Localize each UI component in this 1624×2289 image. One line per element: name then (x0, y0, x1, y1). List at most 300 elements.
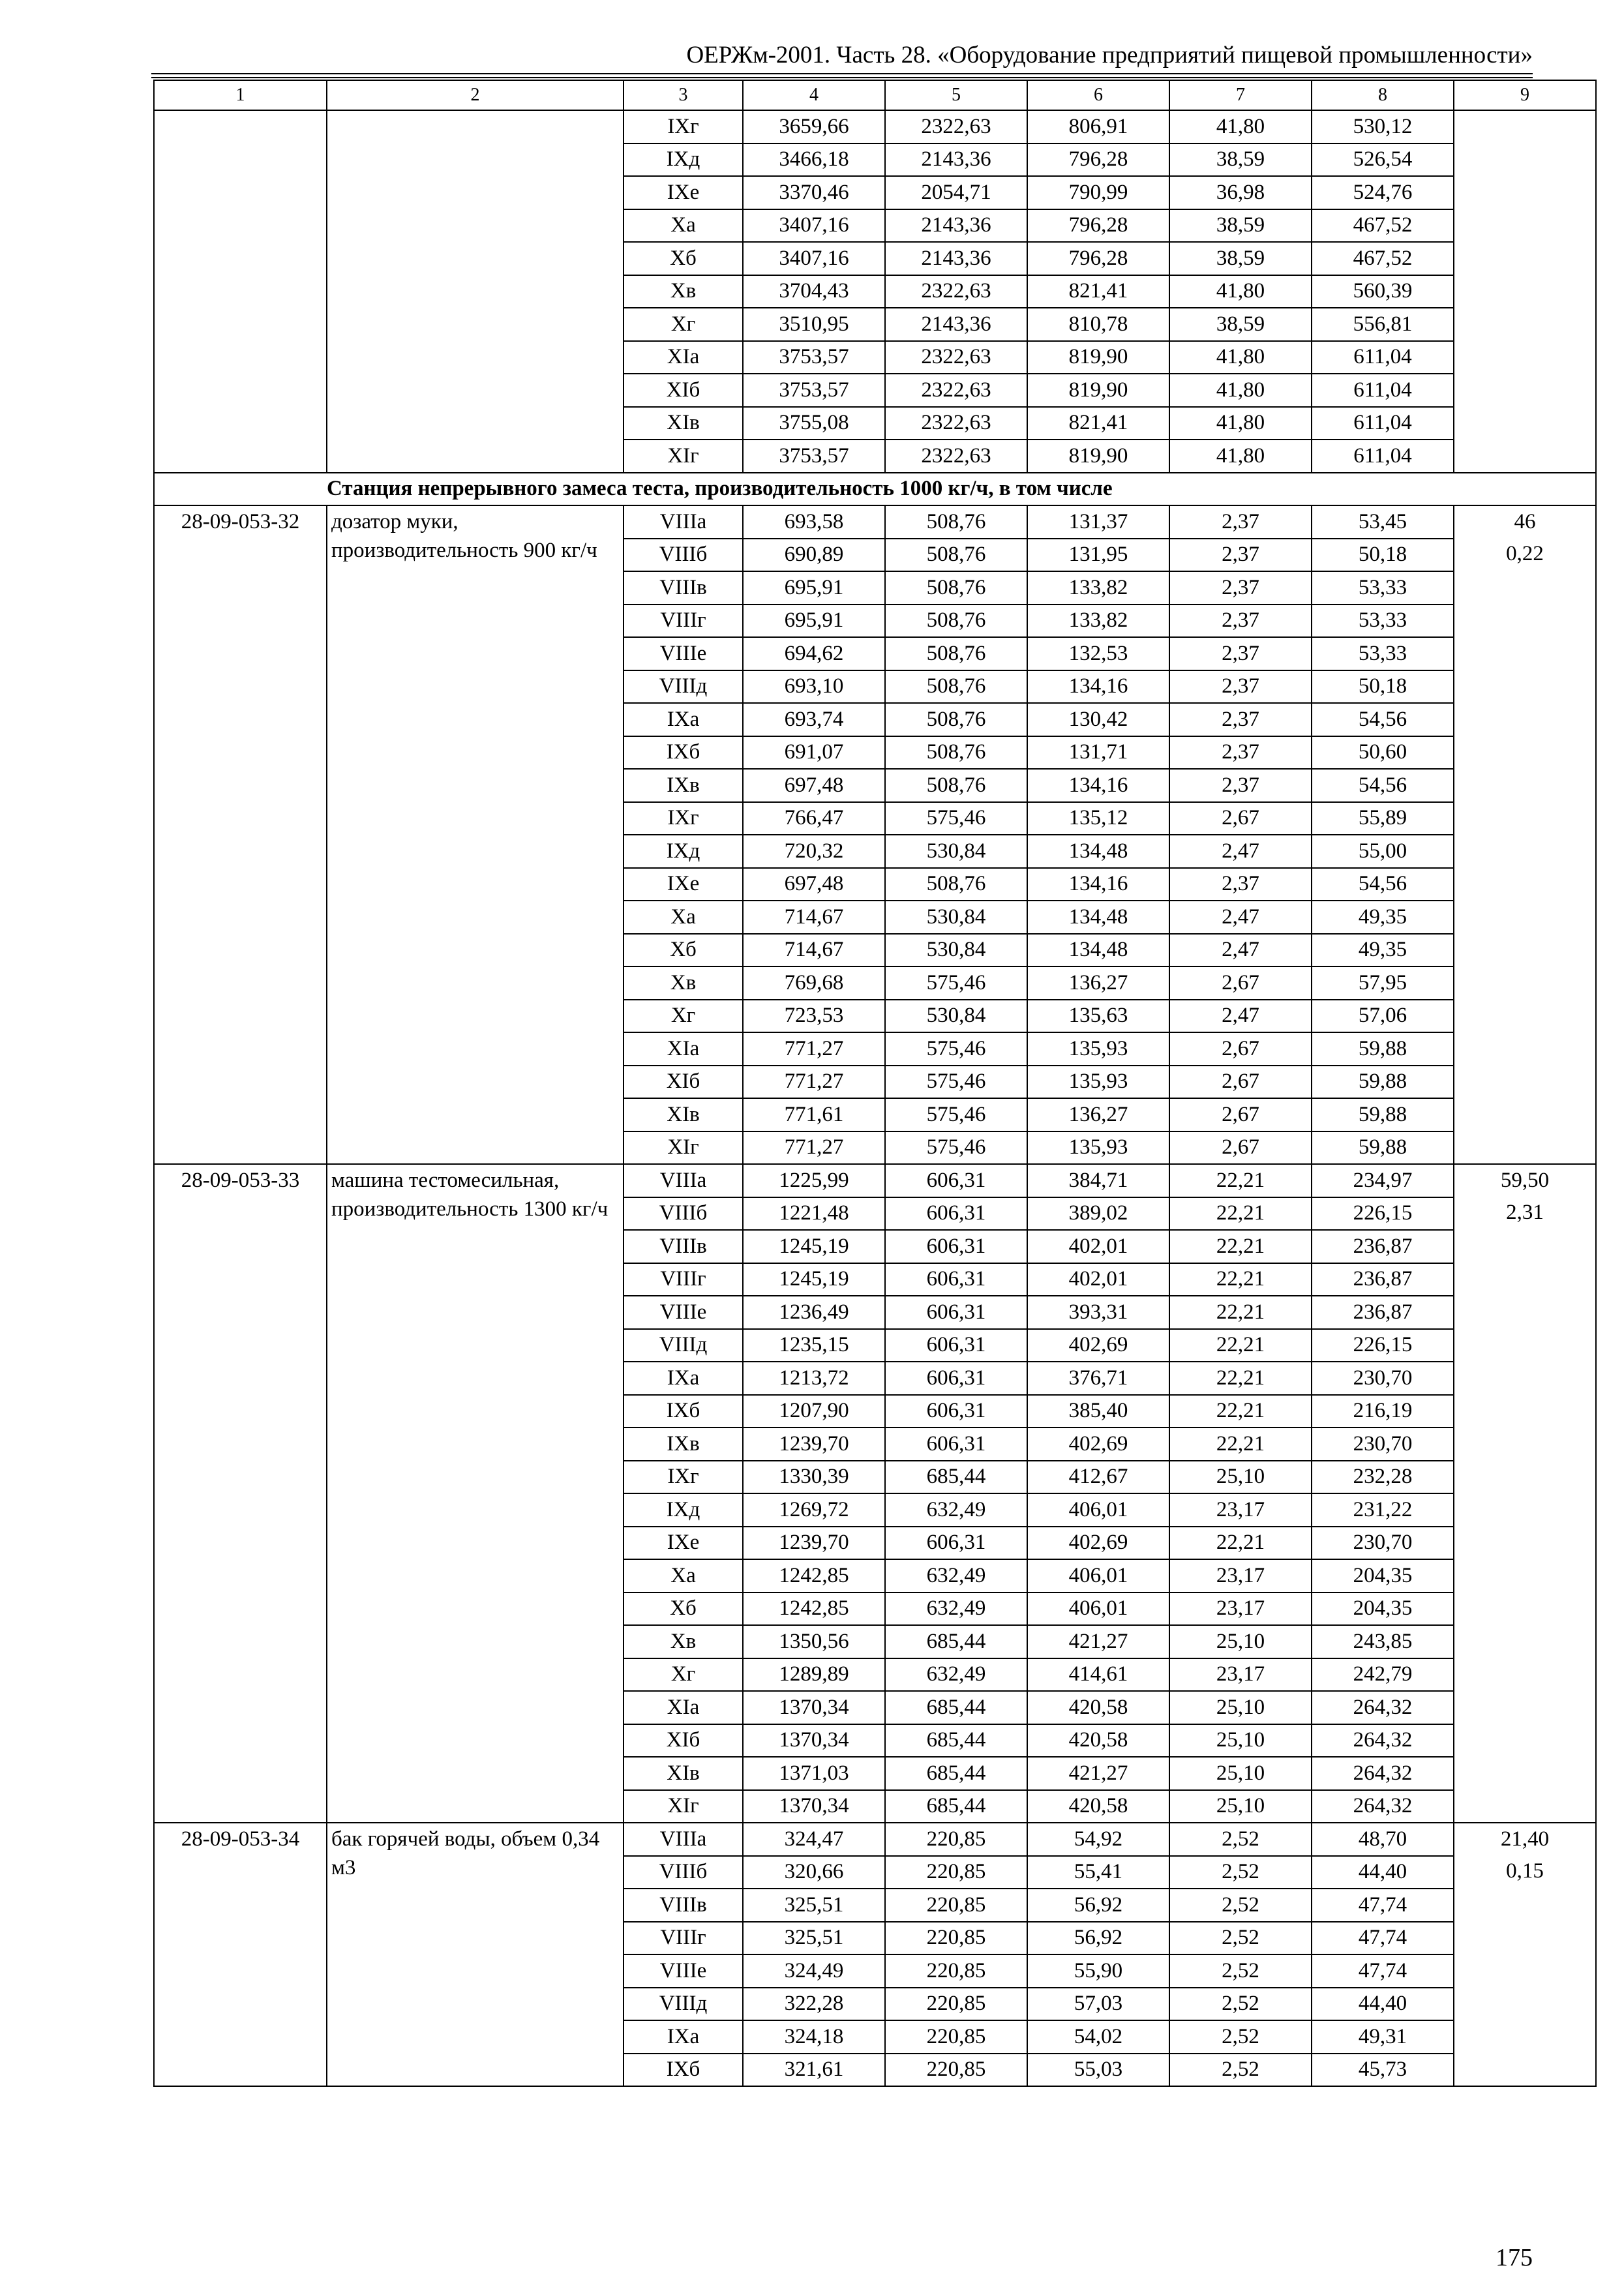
col9-cell (1454, 1164, 1596, 1823)
col5-cell: 530,84 (885, 835, 1027, 868)
column-number: 1 (154, 80, 327, 110)
col8-cell: 242,79 (1312, 1658, 1454, 1692)
col5-cell: 685,44 (885, 1757, 1027, 1790)
col4-cell: 324,18 (743, 2020, 885, 2054)
col8-cell: 204,35 (1312, 1593, 1454, 1626)
col8-cell: 48,70 (1312, 1823, 1454, 1856)
item-name: дозатор муки, производительность 900 кг/ч (327, 505, 624, 1164)
zone-cell: XIг (624, 1131, 743, 1165)
col7-cell: 2,37 (1169, 605, 1312, 638)
col9-cell (1454, 1823, 1596, 2086)
col7-cell: 2,47 (1169, 1000, 1312, 1033)
col6-cell: 393,31 (1027, 1296, 1169, 1329)
col7-cell: 38,59 (1169, 209, 1312, 243)
zone-cell: IXе (624, 176, 743, 209)
col6-cell: 133,82 (1027, 571, 1169, 605)
col4-cell: 766,47 (743, 802, 885, 835)
col6-cell: 131,95 (1027, 539, 1169, 572)
col5-cell: 575,46 (885, 966, 1027, 1000)
col6-cell: 406,01 (1027, 1593, 1169, 1626)
col4-cell: 1330,39 (743, 1461, 885, 1494)
col5-cell: 632,49 (885, 1559, 1027, 1593)
col7-cell: 2,67 (1169, 966, 1312, 1000)
page-number: 175 (1496, 2244, 1533, 2271)
col8-cell: 53,33 (1312, 637, 1454, 670)
zone-cell: Xб (624, 242, 743, 275)
col7-cell: 2,52 (1169, 2020, 1312, 2054)
col5-cell: 2322,63 (885, 440, 1027, 473)
col8-cell: 49,35 (1312, 934, 1454, 967)
table-row (154, 505, 1596, 539)
column-number: 9 (1454, 80, 1596, 110)
col5-cell: 2322,63 (885, 374, 1027, 407)
col7-cell: 38,59 (1169, 242, 1312, 275)
col4-cell: 324,47 (743, 1823, 885, 1856)
col8-cell: 55,89 (1312, 802, 1454, 835)
zone-cell: Xг (624, 308, 743, 341)
col7-cell: 41,80 (1169, 275, 1312, 308)
col7-cell: 22,21 (1169, 1164, 1312, 1197)
col6-cell: 132,53 (1027, 637, 1169, 670)
name-cell (327, 110, 624, 473)
col8-cell: 54,56 (1312, 769, 1454, 802)
zone-cell: Xа (624, 1559, 743, 1593)
col6-cell: 414,61 (1027, 1658, 1169, 1692)
col5-cell: 606,31 (885, 1527, 1027, 1560)
col4-cell: 714,67 (743, 934, 885, 967)
col7-cell: 2,52 (1169, 1954, 1312, 1988)
col9-value: 21,40 (1500, 1827, 1550, 1851)
col4-cell: 3755,08 (743, 407, 885, 440)
zone-cell: XIв (624, 1098, 743, 1131)
col8-cell: 44,40 (1312, 1856, 1454, 1889)
col4-cell: 1245,19 (743, 1263, 885, 1296)
col5-cell: 508,76 (885, 605, 1027, 638)
col9-value: 0,15 (1506, 1859, 1544, 1883)
col4-cell: 3659,66 (743, 110, 885, 143)
column-number: 3 (624, 80, 743, 110)
zone-cell: IXб (624, 1395, 743, 1428)
col8-cell: 243,85 (1312, 1625, 1454, 1658)
col5-cell: 2143,36 (885, 209, 1027, 243)
section-title: Станция непрерывного замеса теста, производительность 1000 кг/ч, в том числе (154, 473, 1596, 506)
col7-cell: 25,10 (1169, 1724, 1312, 1758)
zone-cell: IXд (624, 143, 743, 177)
col4-cell: 3370,46 (743, 176, 885, 209)
col4-cell: 320,66 (743, 1856, 885, 1889)
zone-cell: VIIIд (624, 1988, 743, 2021)
col4-cell: 1245,19 (743, 1230, 885, 1263)
col7-cell: 22,21 (1169, 1329, 1312, 1362)
col8-cell: 59,88 (1312, 1066, 1454, 1099)
col7-cell: 25,10 (1169, 1790, 1312, 1823)
col5-cell: 2322,63 (885, 110, 1027, 143)
col8-cell: 54,56 (1312, 868, 1454, 901)
col8-cell: 59,88 (1312, 1098, 1454, 1131)
col5-cell: 575,46 (885, 802, 1027, 835)
col8-cell: 50,18 (1312, 539, 1454, 572)
col5-cell: 606,31 (885, 1296, 1027, 1329)
col4-cell: 321,61 (743, 2054, 885, 2087)
col5-cell: 508,76 (885, 769, 1027, 802)
col5-cell: 606,31 (885, 1164, 1027, 1197)
col8-cell: 50,18 (1312, 670, 1454, 704)
col8-cell: 57,06 (1312, 1000, 1454, 1033)
col4-cell: 1213,72 (743, 1362, 885, 1395)
col6-cell: 412,67 (1027, 1461, 1169, 1494)
col8-cell: 264,32 (1312, 1724, 1454, 1758)
col8-cell: 234,97 (1312, 1164, 1454, 1197)
col5-cell: 508,76 (885, 703, 1027, 736)
item-code: 28-09-053-32 (154, 505, 327, 1164)
col4-cell: 690,89 (743, 539, 885, 572)
zone-cell: XIг (624, 1790, 743, 1823)
col4-cell: 325,51 (743, 1889, 885, 1922)
col6-cell: 806,91 (1027, 110, 1169, 143)
column-number: 2 (327, 80, 624, 110)
zone-cell: IXа (624, 2020, 743, 2054)
zone-cell: Xа (624, 901, 743, 934)
col6-cell: 55,90 (1027, 1954, 1169, 1988)
zone-cell: Xб (624, 934, 743, 967)
col6-cell: 821,41 (1027, 407, 1169, 440)
col4-cell: 695,91 (743, 571, 885, 605)
col4-cell: 3407,16 (743, 242, 885, 275)
col4-cell: 3753,57 (743, 440, 885, 473)
zone-cell: VIIIв (624, 1889, 743, 1922)
col7-cell: 22,21 (1169, 1197, 1312, 1231)
col5-cell: 2143,36 (885, 242, 1027, 275)
col6-cell: 56,92 (1027, 1922, 1169, 1955)
col7-cell: 2,67 (1169, 1032, 1312, 1066)
col6-cell: 796,28 (1027, 209, 1169, 243)
zone-cell: XIб (624, 1066, 743, 1099)
col8-cell: 230,70 (1312, 1527, 1454, 1560)
zone-cell: XIв (624, 407, 743, 440)
zone-cell: Xв (624, 966, 743, 1000)
col7-cell: 36,98 (1169, 176, 1312, 209)
col4-cell: 325,51 (743, 1922, 885, 1955)
col9-value: 2,31 (1506, 1200, 1544, 1224)
zone-cell: IXб (624, 2054, 743, 2087)
col6-cell: 420,58 (1027, 1724, 1169, 1758)
col6-cell: 131,37 (1027, 505, 1169, 539)
col8-cell: 53,33 (1312, 571, 1454, 605)
col4-cell: 691,07 (743, 736, 885, 770)
col4-cell: 723,53 (743, 1000, 885, 1033)
code-cell (154, 110, 327, 473)
zone-cell: VIIIг (624, 1922, 743, 1955)
col5-cell: 575,46 (885, 1098, 1027, 1131)
col7-cell: 2,52 (1169, 1889, 1312, 1922)
col5-cell: 2322,63 (885, 275, 1027, 308)
zone-cell: VIIIе (624, 637, 743, 670)
col4-cell: 769,68 (743, 966, 885, 1000)
zone-cell: Xв (624, 275, 743, 308)
col7-cell: 23,17 (1169, 1658, 1312, 1692)
zone-cell: XIв (624, 1757, 743, 1790)
zone-cell: XIг (624, 440, 743, 473)
col5-cell: 508,76 (885, 670, 1027, 704)
col8-cell: 530,12 (1312, 110, 1454, 143)
zone-cell: Xг (624, 1658, 743, 1692)
col8-cell: 611,04 (1312, 374, 1454, 407)
col8-cell: 524,76 (1312, 176, 1454, 209)
section-row (154, 473, 1596, 506)
col5-cell: 606,31 (885, 1263, 1027, 1296)
col6-cell: 134,48 (1027, 934, 1169, 967)
col7-cell: 38,59 (1169, 308, 1312, 341)
col8-cell: 53,33 (1312, 605, 1454, 638)
col8-cell: 44,40 (1312, 1988, 1454, 2021)
col6-cell: 54,02 (1027, 2020, 1169, 2054)
col6-cell: 130,42 (1027, 703, 1169, 736)
col7-cell: 2,37 (1169, 670, 1312, 704)
col8-cell: 47,74 (1312, 1922, 1454, 1955)
zone-cell: IXг (624, 802, 743, 835)
col6-cell: 402,69 (1027, 1527, 1169, 1560)
col4-cell: 1370,34 (743, 1724, 885, 1758)
zone-cell: IXд (624, 835, 743, 868)
item-code: 28-09-053-33 (154, 1164, 327, 1823)
col6-cell: 135,63 (1027, 1000, 1169, 1033)
col5-cell: 220,85 (885, 1889, 1027, 1922)
col4-cell: 695,91 (743, 605, 885, 638)
column-number: 5 (885, 80, 1027, 110)
zone-cell: VIIIв (624, 1230, 743, 1263)
col7-cell: 2,52 (1169, 1823, 1312, 1856)
col4-cell: 1207,90 (743, 1395, 885, 1428)
col8-cell: 54,56 (1312, 703, 1454, 736)
col4-cell: 697,48 (743, 769, 885, 802)
col8-cell: 204,35 (1312, 1559, 1454, 1593)
zone-cell: VIIIв (624, 571, 743, 605)
zone-cell: IXа (624, 703, 743, 736)
col6-cell: 135,12 (1027, 802, 1169, 835)
zone-cell: VIIIд (624, 1329, 743, 1362)
col9-value: 46 (1514, 510, 1536, 533)
item-code: 28-09-053-34 (154, 1823, 327, 2086)
col7-cell: 2,67 (1169, 1098, 1312, 1131)
zone-cell: IXе (624, 1527, 743, 1560)
col7-cell: 23,17 (1169, 1559, 1312, 1593)
col5-cell: 685,44 (885, 1691, 1027, 1724)
item-name: машина тестомесильная, производительность 1300 кг/ч (327, 1164, 624, 1823)
col8-cell: 59,88 (1312, 1131, 1454, 1165)
zone-cell: IXг (624, 1461, 743, 1494)
col6-cell: 131,71 (1027, 736, 1169, 770)
col6-cell: 136,27 (1027, 966, 1169, 1000)
zone-cell: VIIIе (624, 1954, 743, 1988)
col5-cell: 606,31 (885, 1428, 1027, 1461)
col5-cell: 2322,63 (885, 341, 1027, 374)
col9-value: 0,22 (1506, 541, 1544, 565)
col6-cell: 135,93 (1027, 1131, 1169, 1165)
col5-cell: 530,84 (885, 901, 1027, 934)
col8-cell: 467,52 (1312, 209, 1454, 243)
zone-cell: IXб (624, 736, 743, 770)
col4-cell: 697,48 (743, 868, 885, 901)
zone-cell: VIIIг (624, 605, 743, 638)
col8-cell: 230,70 (1312, 1362, 1454, 1395)
col8-cell: 50,60 (1312, 736, 1454, 770)
col7-cell: 41,80 (1169, 374, 1312, 407)
col5-cell: 2143,36 (885, 308, 1027, 341)
col7-cell: 41,80 (1169, 341, 1312, 374)
col8-cell: 226,15 (1312, 1329, 1454, 1362)
col4-cell: 3510,95 (743, 308, 885, 341)
col7-cell: 2,67 (1169, 802, 1312, 835)
col5-cell: 508,76 (885, 868, 1027, 901)
col4-cell: 693,58 (743, 505, 885, 539)
col7-cell: 25,10 (1169, 1625, 1312, 1658)
col7-cell: 41,80 (1169, 110, 1312, 143)
col5-cell: 685,44 (885, 1790, 1027, 1823)
col5-cell: 220,85 (885, 2020, 1027, 2054)
col4-cell: 714,67 (743, 901, 885, 934)
col5-cell: 220,85 (885, 2054, 1027, 2087)
zone-cell: VIIIб (624, 1856, 743, 1889)
col8-cell: 611,04 (1312, 440, 1454, 473)
col7-cell: 2,47 (1169, 901, 1312, 934)
col7-cell: 2,37 (1169, 868, 1312, 901)
col8-cell: 236,87 (1312, 1296, 1454, 1329)
col6-cell: 421,27 (1027, 1625, 1169, 1658)
table-row (154, 1823, 1596, 1856)
col6-cell: 402,69 (1027, 1329, 1169, 1362)
col6-cell: 420,58 (1027, 1790, 1169, 1823)
col5-cell: 575,46 (885, 1032, 1027, 1066)
col4-cell: 1289,89 (743, 1658, 885, 1692)
col5-cell: 632,49 (885, 1593, 1027, 1626)
col4-cell: 1235,15 (743, 1329, 885, 1362)
col8-cell: 236,87 (1312, 1263, 1454, 1296)
col6-cell: 134,48 (1027, 835, 1169, 868)
zone-cell: Xг (624, 1000, 743, 1033)
col5-cell: 685,44 (885, 1724, 1027, 1758)
col4-cell: 3753,57 (743, 374, 885, 407)
zone-cell: XIа (624, 341, 743, 374)
col6-cell: 54,92 (1027, 1823, 1169, 1856)
col5-cell: 508,76 (885, 571, 1027, 605)
col7-cell: 23,17 (1169, 1493, 1312, 1527)
col7-cell: 2,67 (1169, 1066, 1312, 1099)
col5-cell: 220,85 (885, 1856, 1027, 1889)
col8-cell: 264,32 (1312, 1790, 1454, 1823)
col4-cell: 1221,48 (743, 1197, 885, 1231)
col4-cell: 1370,34 (743, 1790, 885, 1823)
zone-cell: XIа (624, 1032, 743, 1066)
zone-cell: XIб (624, 374, 743, 407)
column-numbers-row (154, 80, 1596, 110)
col8-cell: 55,00 (1312, 835, 1454, 868)
col5-cell: 606,31 (885, 1362, 1027, 1395)
column-number: 8 (1312, 80, 1454, 110)
col5-cell: 606,31 (885, 1395, 1027, 1428)
col7-cell: 2,37 (1169, 736, 1312, 770)
col4-cell: 3407,16 (743, 209, 885, 243)
col9-cell (1454, 505, 1596, 1164)
col7-cell: 41,80 (1169, 407, 1312, 440)
zone-cell: Xв (624, 1625, 743, 1658)
col5-cell: 606,31 (885, 1230, 1027, 1263)
col7-cell: 22,21 (1169, 1527, 1312, 1560)
col7-cell: 38,59 (1169, 143, 1312, 177)
col8-cell: 49,35 (1312, 901, 1454, 934)
col4-cell: 771,61 (743, 1098, 885, 1131)
col4-cell: 1370,34 (743, 1691, 885, 1724)
col6-cell: 56,92 (1027, 1889, 1169, 1922)
column-number: 4 (743, 80, 885, 110)
header-rule (151, 77, 1533, 78)
col7-cell: 2,52 (1169, 2054, 1312, 2087)
col7-cell: 22,21 (1169, 1230, 1312, 1263)
col4-cell: 1242,85 (743, 1593, 885, 1626)
col9-value: 59,50 (1500, 1169, 1550, 1192)
col6-cell: 135,93 (1027, 1032, 1169, 1066)
col4-cell: 324,49 (743, 1954, 885, 1988)
col7-cell: 2,52 (1169, 1856, 1312, 1889)
col9-cell (1454, 110, 1596, 473)
zone-cell: IXе (624, 868, 743, 901)
col8-cell: 216,19 (1312, 1395, 1454, 1428)
column-number: 7 (1169, 80, 1312, 110)
col4-cell: 694,62 (743, 637, 885, 670)
zone-cell: IXг (624, 110, 743, 143)
zone-cell: Xа (624, 209, 743, 243)
col6-cell: 796,28 (1027, 143, 1169, 177)
table-row (154, 1164, 1596, 1197)
col5-cell: 606,31 (885, 1329, 1027, 1362)
col7-cell: 22,21 (1169, 1428, 1312, 1461)
col6-cell: 55,03 (1027, 2054, 1169, 2087)
col5-cell: 508,76 (885, 736, 1027, 770)
col6-cell: 420,58 (1027, 1691, 1169, 1724)
zone-cell: VIIIа (624, 1164, 743, 1197)
zone-cell: VIIIа (624, 1823, 743, 1856)
col8-cell: 560,39 (1312, 275, 1454, 308)
col8-cell: 53,45 (1312, 505, 1454, 539)
col7-cell: 2,52 (1169, 1922, 1312, 1955)
col6-cell: 376,71 (1027, 1362, 1169, 1395)
col7-cell: 2,37 (1169, 769, 1312, 802)
col6-cell: 402,69 (1027, 1428, 1169, 1461)
col8-cell: 47,74 (1312, 1889, 1454, 1922)
col6-cell: 819,90 (1027, 374, 1169, 407)
header-rule (151, 73, 1533, 74)
col5-cell: 632,49 (885, 1493, 1027, 1527)
col5-cell: 2322,63 (885, 407, 1027, 440)
col4-cell: 1236,49 (743, 1296, 885, 1329)
col4-cell: 1350,56 (743, 1625, 885, 1658)
col4-cell: 1239,70 (743, 1527, 885, 1560)
col8-cell: 232,28 (1312, 1461, 1454, 1494)
col4-cell: 1225,99 (743, 1164, 885, 1197)
zone-cell: VIIIа (624, 505, 743, 539)
table-row (154, 110, 1596, 143)
col6-cell: 821,41 (1027, 275, 1169, 308)
col5-cell: 220,85 (885, 1988, 1027, 2021)
column-number: 6 (1027, 80, 1169, 110)
zone-cell: Xб (624, 1593, 743, 1626)
zone-cell: IXв (624, 769, 743, 802)
col4-cell: 693,10 (743, 670, 885, 704)
col4-cell: 1239,70 (743, 1428, 885, 1461)
col7-cell: 25,10 (1169, 1757, 1312, 1790)
col7-cell: 2,37 (1169, 539, 1312, 572)
col5-cell: 575,46 (885, 1131, 1027, 1165)
col5-cell: 508,76 (885, 637, 1027, 670)
